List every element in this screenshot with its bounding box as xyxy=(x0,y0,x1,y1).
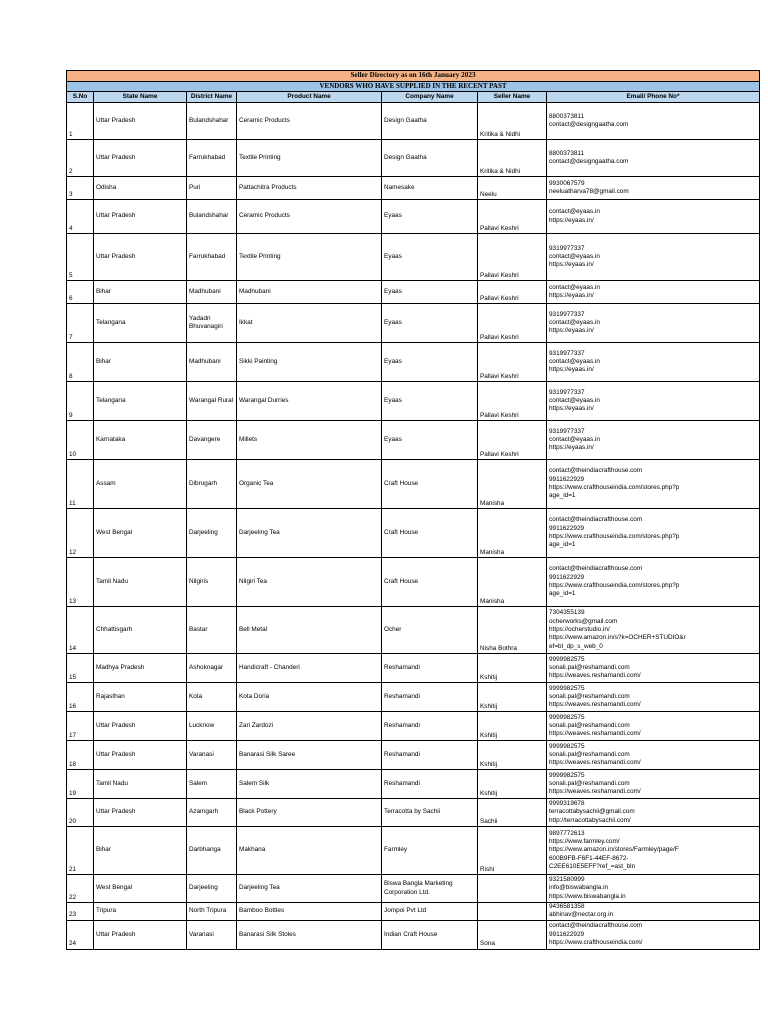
cell-district: Davangere xyxy=(187,421,237,460)
table-row xyxy=(67,234,760,281)
cell-seller: Manisha xyxy=(478,509,547,558)
contact-line: https://eyaas.in/ xyxy=(549,261,594,269)
contact-line: https://eyaas.in/ xyxy=(549,444,594,452)
cell-sno: 5 xyxy=(67,234,94,281)
cell-contact xyxy=(547,903,760,921)
cell-sno: 1 xyxy=(67,103,94,140)
cell-state: Uttar Pradesh xyxy=(94,200,187,234)
cell-company: Design Gaatha xyxy=(382,103,478,140)
cell-seller: Kritika & Nidhi xyxy=(478,103,547,140)
cell-contact xyxy=(547,343,760,382)
contact-line: 9911622929 xyxy=(549,930,585,938)
table-row xyxy=(67,683,760,712)
table-row xyxy=(67,460,760,509)
cell-contact xyxy=(547,558,760,607)
cell-state: Uttar Pradesh xyxy=(94,140,187,177)
cell-state: Telangana xyxy=(94,382,187,421)
contact-line: age_id=1 xyxy=(549,492,576,500)
cell-district: Warangal Rural xyxy=(187,382,237,421)
cell-sno: 23 xyxy=(67,903,94,921)
cell-contact xyxy=(547,509,760,558)
column-header-state: State Name xyxy=(94,92,187,103)
cell-company: Eyaas xyxy=(382,281,478,304)
contact-line: 9911622929 xyxy=(549,573,585,581)
cell-district: Darjeeling xyxy=(187,875,237,903)
contact-line: contact@eyaas.in xyxy=(549,252,600,260)
cell-product: Millets xyxy=(237,421,382,460)
column-header-product: Product Name xyxy=(237,92,382,103)
cell-contact xyxy=(547,103,760,140)
table-row xyxy=(67,607,760,654)
cell-seller: Manisha xyxy=(478,558,547,607)
cell-product: Salem Silk xyxy=(237,770,382,799)
cell-sno: 18 xyxy=(67,741,94,770)
cell-company: Jompoi Pvt Ltd xyxy=(382,903,478,921)
cell-product: Bamboo Bottles xyxy=(237,903,382,921)
cell-sno: 11 xyxy=(67,460,94,509)
contact-line: sonali.pal@reshamandi.com xyxy=(549,692,630,700)
cell-product: Pattachitra Products xyxy=(237,177,382,200)
cell-seller: Pallavi Keshri xyxy=(478,281,547,304)
cell-product: Nilgiri Tea xyxy=(237,558,382,607)
cell-sno: 13 xyxy=(67,558,94,607)
table-body xyxy=(67,103,760,950)
contact-line: 9999982575 xyxy=(549,742,585,750)
cell-state: Chhattisgarh xyxy=(94,607,187,654)
cell-product: Darjeeling Tea xyxy=(237,509,382,558)
contact-line: https://weaves.reshamandi.com/ xyxy=(549,672,641,680)
contact-line: https://www.crafthouseindia.com/stores.php?p xyxy=(549,533,680,541)
cell-district: Kota xyxy=(187,683,237,712)
table-row xyxy=(67,799,760,827)
contact-line: age_id=1 xyxy=(549,541,576,549)
column-header-district: District Name xyxy=(187,92,237,103)
contact-line: 9319977337 xyxy=(549,388,585,396)
contact-line: 9321580999 xyxy=(549,876,585,884)
cell-contact xyxy=(547,875,760,903)
cell-district: Varanasi xyxy=(187,741,237,770)
contact-line: 9999982575 xyxy=(549,713,585,721)
contact-line: age_id=1 xyxy=(549,590,576,598)
cell-company: Namesake xyxy=(382,177,478,200)
contact-line: 9999982575 xyxy=(549,655,585,663)
cell-product: Textile Printing xyxy=(237,234,382,281)
cell-seller xyxy=(478,875,547,903)
cell-state: Uttar Pradesh xyxy=(94,234,187,281)
cell-contact xyxy=(547,382,760,421)
cell-contact xyxy=(547,683,760,712)
contact-line: 8800373811 xyxy=(549,149,585,157)
contact-line: info@biswabangla.in xyxy=(549,884,609,892)
contact-line: contact@theindiacrafthouse.com xyxy=(549,922,643,930)
contact-line: 7304355139 xyxy=(549,609,585,617)
column-header-company: Company Name xyxy=(382,92,478,103)
contact-line: contact@theindiacrafthouse.com xyxy=(549,516,643,524)
cell-product: Textile Printing xyxy=(237,140,382,177)
cell-seller: Kshitij xyxy=(478,712,547,741)
cell-company: Reshamandi xyxy=(382,683,478,712)
cell-state: Rajasthan xyxy=(94,683,187,712)
cell-product: Kota Doria xyxy=(237,683,382,712)
contact-line: sonali.pal@reshamandi.com xyxy=(549,779,630,787)
cell-contact xyxy=(547,200,760,234)
cell-sno: 20 xyxy=(67,799,94,827)
cell-company: Indian Craft House xyxy=(382,920,478,949)
cell-sno: 7 xyxy=(67,304,94,343)
cell-district: Farrukhabad xyxy=(187,140,237,177)
cell-contact xyxy=(547,654,760,683)
cell-state: Uttar Pradesh xyxy=(94,103,187,140)
contact-line: 9999982575 xyxy=(549,684,585,692)
cell-contact xyxy=(547,770,760,799)
cell-state: West Bengal xyxy=(94,509,187,558)
contact-line: C2EE610E5EFF?ref_=ast_bln xyxy=(549,863,636,871)
cell-sno: 3 xyxy=(67,177,94,200)
cell-district: Puri xyxy=(187,177,237,200)
column-header-contact: Email/ Phone No* xyxy=(547,92,760,103)
contact-line: 8800373811 xyxy=(549,112,585,120)
cell-district: Yadadri Bhuvanagiri xyxy=(187,304,237,343)
cell-seller: Nisha Bothra xyxy=(478,607,547,654)
cell-company: Reshamandi xyxy=(382,741,478,770)
cell-district: Ashoknagar xyxy=(187,654,237,683)
cell-district: Azamgarh xyxy=(187,799,237,827)
cell-sno: 9 xyxy=(67,382,94,421)
cell-company: Terracotta by Sachii xyxy=(382,799,478,827)
cell-state: Tamil Nadu xyxy=(94,558,187,607)
cell-sno: 16 xyxy=(67,683,94,712)
cell-product: Warangal Durries xyxy=(237,382,382,421)
contact-line: sonali.pal@reshamandi.com xyxy=(549,750,630,758)
cell-contact xyxy=(547,304,760,343)
cell-seller: Pallavi Keshri xyxy=(478,382,547,421)
cell-company: Ocher xyxy=(382,607,478,654)
cell-state: Bihar xyxy=(94,827,187,875)
cell-district: Lucknow xyxy=(187,712,237,741)
cell-sno: 21 xyxy=(67,827,94,875)
cell-company: Craft House xyxy=(382,509,478,558)
table-row xyxy=(67,712,760,741)
cell-state: Bihar xyxy=(94,281,187,304)
contact-line: https://eyaas.in/ xyxy=(549,405,594,413)
cell-company: Reshamandi xyxy=(382,712,478,741)
contact-line: contact@theindiacrafthouse.com xyxy=(549,565,643,573)
table-row xyxy=(67,875,760,903)
cell-seller: Kshitij xyxy=(478,770,547,799)
table-row xyxy=(67,920,760,949)
cell-district: Farrukhabad xyxy=(187,234,237,281)
cell-product: Zari Zardozi xyxy=(237,712,382,741)
cell-product: Ceramic Products xyxy=(237,103,382,140)
table-row xyxy=(67,827,760,875)
cell-seller: Pallavi Keshri xyxy=(478,421,547,460)
cell-district: North Tripura xyxy=(187,903,237,921)
cell-district: Darjeeling xyxy=(187,509,237,558)
contact-line: terracottabysachii@gmail.com xyxy=(549,808,635,816)
contact-line: https://weaves.reshamandi.com/ xyxy=(549,730,641,738)
cell-state: Telangana xyxy=(94,304,187,343)
table-row xyxy=(67,382,760,421)
cell-seller: Manisha xyxy=(478,460,547,509)
cell-seller: Kshitij xyxy=(478,654,547,683)
contact-line: https://www.biswabangla.in xyxy=(549,892,626,900)
cell-company: Reshamandi xyxy=(382,654,478,683)
cell-district: Dibrugarh xyxy=(187,460,237,509)
column-header-seller: Seller Name xyxy=(478,92,547,103)
table-row xyxy=(67,903,760,921)
cell-sno: 8 xyxy=(67,343,94,382)
sheet-title: Seller Directory as on 16th January 2023 xyxy=(67,71,760,82)
cell-sno: 19 xyxy=(67,770,94,799)
table-row xyxy=(67,103,760,140)
cell-district: Salem xyxy=(187,770,237,799)
contact-line: ocherworks@gmail.com xyxy=(549,617,618,625)
contact-line: https://www.farmley.com/ xyxy=(549,838,620,846)
cell-contact xyxy=(547,827,760,875)
cell-seller xyxy=(478,903,547,921)
contact-line: ef=bl_dp_s_web_0 xyxy=(549,642,603,650)
cell-district: Darbhanga xyxy=(187,827,237,875)
contact-line: sonali.pal@reshamandi.com xyxy=(549,663,630,671)
cell-state: Odisha xyxy=(94,177,187,200)
cell-sno: 12 xyxy=(67,509,94,558)
cell-product: Ceramic Products xyxy=(237,200,382,234)
cell-contact xyxy=(547,920,760,949)
contact-line: 9319977337 xyxy=(549,244,585,252)
cell-district: Bulandshahar xyxy=(187,103,237,140)
contact-line: https://weaves.reshamandi.com/ xyxy=(549,759,641,767)
cell-product: Makhana xyxy=(237,827,382,875)
contact-line: 9897772613 xyxy=(549,829,585,837)
cell-district: Bastar xyxy=(187,607,237,654)
contact-line: https://eyaas.in/ xyxy=(549,366,594,374)
cell-state: Assam xyxy=(94,460,187,509)
contact-line: contact@eyaas.in xyxy=(549,396,600,404)
cell-state: Tripura xyxy=(94,903,187,921)
contact-line: contact@eyaas.in xyxy=(549,318,600,326)
cell-company: Design Gaatha xyxy=(382,140,478,177)
cell-district: Varanasi xyxy=(187,920,237,949)
contact-line: https://ocherstudio.in/ xyxy=(549,625,610,633)
table-row xyxy=(67,177,760,200)
cell-district: Madhubani xyxy=(187,281,237,304)
cell-sno: 6 xyxy=(67,281,94,304)
cell-product: Sikki Painting xyxy=(237,343,382,382)
cell-seller: Sona xyxy=(478,920,547,949)
cell-district: Bulandshahar xyxy=(187,200,237,234)
cell-seller: Neelu xyxy=(478,177,547,200)
contact-line: contact@eyaas.in xyxy=(549,357,600,365)
cell-product: Banarasi Silk Saree xyxy=(237,741,382,770)
cell-contact xyxy=(547,799,760,827)
cell-sno: 2 xyxy=(67,140,94,177)
cell-company: Eyaas xyxy=(382,343,478,382)
contact-line: 9911622929 xyxy=(549,524,585,532)
cell-district: Madhubani xyxy=(187,343,237,382)
contact-line: neeluatharva78@gmail.com xyxy=(549,188,629,196)
cell-company: Eyaas xyxy=(382,382,478,421)
cell-state: Uttar Pradesh xyxy=(94,741,187,770)
cell-seller: Kritika & Nidhi xyxy=(478,140,547,177)
cell-company: Craft House xyxy=(382,558,478,607)
cell-state: Uttar Pradesh xyxy=(94,799,187,827)
cell-product: Ikkat xyxy=(237,304,382,343)
contact-line: contact@eyaas.in xyxy=(549,435,600,443)
contact-line: contact@designgaatha.com xyxy=(549,121,629,129)
cell-state: Uttar Pradesh xyxy=(94,920,187,949)
contact-line: contact@theindiacrafthouse.com xyxy=(549,467,643,475)
cell-contact xyxy=(547,712,760,741)
table-row xyxy=(67,140,760,177)
cell-product: Handicraft - Chanderi xyxy=(237,654,382,683)
cell-product: Banarasi Silk Stoles xyxy=(237,920,382,949)
contact-line: https://www.amazon.in/s?k=OCHER+STUDIO&r xyxy=(549,634,686,642)
contact-line: 9319977337 xyxy=(549,310,585,318)
cell-contact xyxy=(547,281,760,304)
cell-product: Black Pottery xyxy=(237,799,382,827)
table-row xyxy=(67,304,760,343)
cell-company: Eyaas xyxy=(382,304,478,343)
cell-seller: Sachii xyxy=(478,799,547,827)
contact-line: https://www.amazon.in/stores/Farmley/page/F xyxy=(549,846,679,854)
contact-line: 9999982575 xyxy=(549,771,585,779)
contact-line: sonali.pal@reshamandi.com xyxy=(549,721,630,729)
cell-state: Karnataka xyxy=(94,421,187,460)
cell-sno: 22 xyxy=(67,875,94,903)
cell-sno: 15 xyxy=(67,654,94,683)
table-row xyxy=(67,421,760,460)
cell-state: West Bengal xyxy=(94,875,187,903)
sheet-subtitle: VENDORS WHO HAVE SUPPLIED IN THE RECENT PAST xyxy=(67,82,760,92)
cell-contact xyxy=(547,177,760,200)
contact-line: 9319977337 xyxy=(549,349,585,357)
header-row xyxy=(67,92,760,103)
cell-company: Farmley xyxy=(382,827,478,875)
cell-sno: 4 xyxy=(67,200,94,234)
cell-company: Biswa Bangla Marketing Corporation Ltd. xyxy=(382,875,478,903)
cell-product: Darjeeling Tea xyxy=(237,875,382,903)
cell-company: Reshamandi xyxy=(382,770,478,799)
cell-contact xyxy=(547,421,760,460)
cell-company: Eyaas xyxy=(382,421,478,460)
contact-line: 9319977337 xyxy=(549,427,585,435)
table-row xyxy=(67,770,760,799)
contact-line: contact@eyaas.in xyxy=(549,208,600,216)
cell-seller: Kshitij xyxy=(478,741,547,770)
contact-line: contact@eyaas.in xyxy=(549,283,600,291)
cell-sno: 10 xyxy=(67,421,94,460)
table-row xyxy=(67,509,760,558)
cell-state: Tamil Nadu xyxy=(94,770,187,799)
cell-product: Madhubani xyxy=(237,281,382,304)
cell-company: Craft House xyxy=(382,460,478,509)
contact-line: https://weaves.reshamandi.com/ xyxy=(549,701,641,709)
contact-line: 9999319678 xyxy=(549,800,585,808)
cell-contact xyxy=(547,234,760,281)
cell-product: Organic Tea xyxy=(237,460,382,509)
contact-line: abhinav@nectar.org.in xyxy=(549,911,614,919)
contact-line: 9930067579 xyxy=(549,179,585,187)
cell-state: Uttar Pradesh xyxy=(94,712,187,741)
contact-line: https://eyaas.in/ xyxy=(549,327,594,335)
contact-line: https://www.crafthouseindia.com/ xyxy=(549,938,643,946)
cell-company: Eyaas xyxy=(382,200,478,234)
seller-directory-table xyxy=(66,70,760,950)
contact-line: https://www.crafthouseindia.com/stores.php?p xyxy=(549,484,680,492)
contact-line: https://weaves.reshamandi.com/ xyxy=(549,788,641,796)
contact-line: http://terracottabysachii.com/ xyxy=(549,816,631,824)
table-row xyxy=(67,281,760,304)
cell-contact xyxy=(547,741,760,770)
cell-sno: 17 xyxy=(67,712,94,741)
cell-contact xyxy=(547,607,760,654)
table-row xyxy=(67,343,760,382)
contact-line: https://eyaas.in/ xyxy=(549,292,594,300)
cell-sno: 24 xyxy=(67,920,94,949)
table-row xyxy=(67,558,760,607)
contact-line: https://www.crafthouseindia.com/stores.php?p xyxy=(549,582,680,590)
cell-contact xyxy=(547,460,760,509)
table-row xyxy=(67,741,760,770)
contact-line: https://eyaas.in/ xyxy=(549,216,594,224)
cell-seller: Kshitij xyxy=(478,683,547,712)
cell-contact xyxy=(547,140,760,177)
cell-seller: Pallavi Keshri xyxy=(478,304,547,343)
cell-seller: Pallavi Keshri xyxy=(478,234,547,281)
cell-seller: Pallavi Keshri xyxy=(478,200,547,234)
cell-sno: 14 xyxy=(67,607,94,654)
cell-company: Eyaas xyxy=(382,234,478,281)
cell-product: Bell Metal xyxy=(237,607,382,654)
cell-seller: Rishi xyxy=(478,827,547,875)
contact-line: 600B9FB-F6F1-44EF-8672- xyxy=(549,854,629,862)
table-row xyxy=(67,200,760,234)
cell-seller: Pallavi Keshri xyxy=(478,343,547,382)
contact-line: 9436581358 xyxy=(549,903,585,911)
table-row xyxy=(67,654,760,683)
seller-directory-sheet xyxy=(66,70,759,950)
contact-line: 9911622929 xyxy=(549,475,585,483)
cell-state: Bihar xyxy=(94,343,187,382)
column-header-sno: S.No xyxy=(67,92,94,103)
contact-line: contact@designgaatha.com xyxy=(549,158,629,166)
cell-district: Nilgiris xyxy=(187,558,237,607)
cell-state: Madhya Pradesh xyxy=(94,654,187,683)
